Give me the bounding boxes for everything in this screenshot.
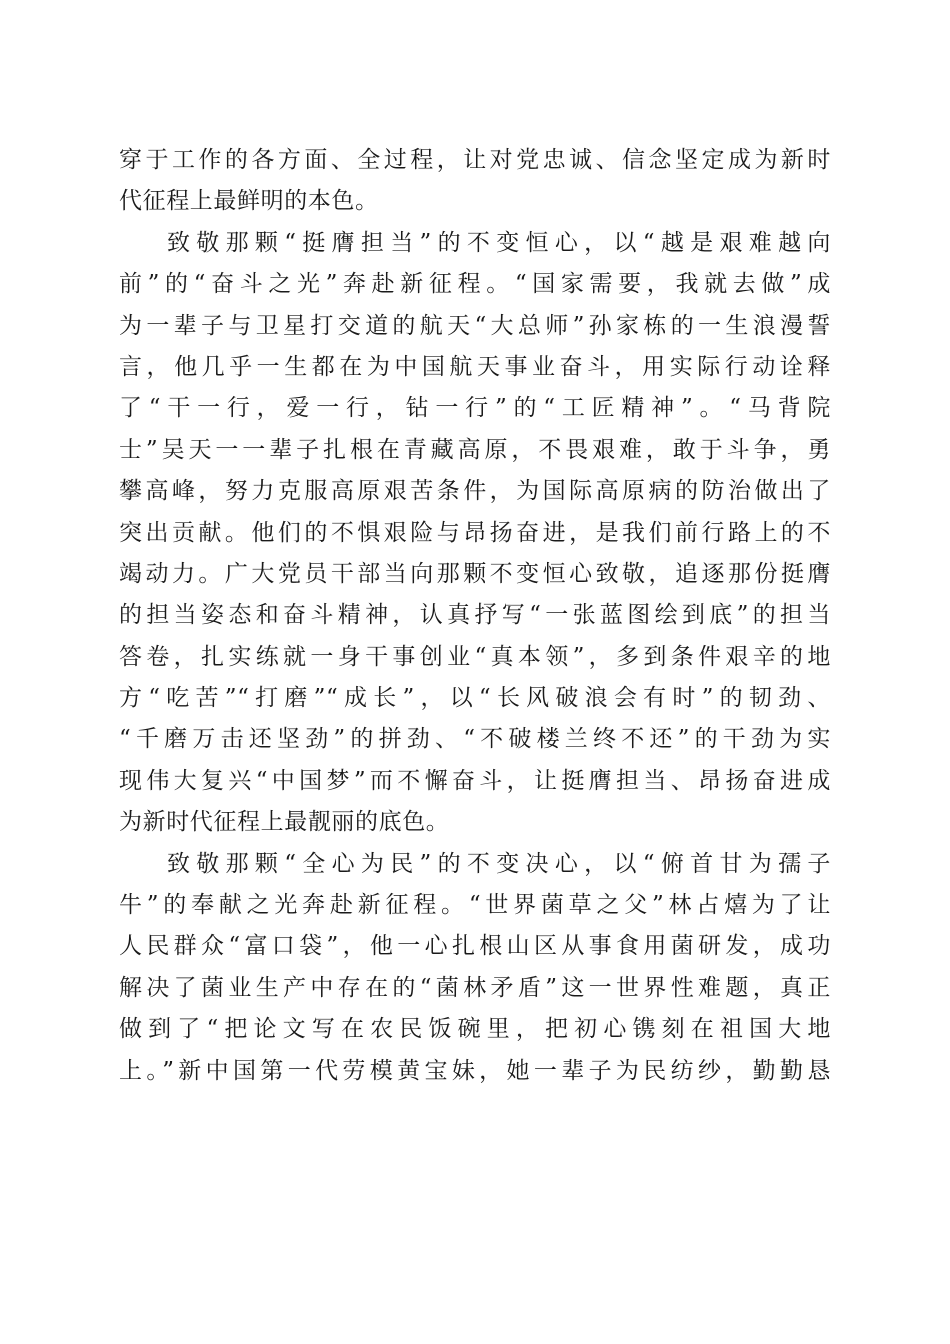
text-line: 为新时代征程上最靓丽的底色。	[119, 809, 450, 836]
text-line: 人民群众“富口袋”，他一心扎根山区从事食用菌研发，成功	[119, 933, 831, 960]
text-line: 牛”的奉献之光奔赴新征程。“世界菌草之父”林占熺为了让	[119, 892, 831, 919]
text-line: 了“干一行，爱一行，钻一行”的“工匠精神”。“马背院	[119, 395, 831, 422]
text-line: 突出贡献。他们的不惧艰险与昂扬奋进，是我们前行路上的不	[119, 519, 831, 546]
text-line: “千磨万击还坚劲”的拼劲、“不破楼兰终不还”的干劲为实	[119, 726, 831, 753]
text-line: 做到了“把论文写在农民饭碗里，把初心镌刻在祖国大地	[119, 1016, 831, 1043]
text-line: 代征程上最鲜明的本色。	[119, 188, 379, 215]
text-line: 的担当姿态和奋斗精神，认真抒写“一张蓝图绘到底”的担当	[119, 602, 831, 629]
text-line: 解决了菌业生产中存在的“菌林矛盾”这一世界性难题，真正	[119, 974, 831, 1001]
text-line: 言，他几乎一生都在为中国航天事业奋斗，用实际行动诠释	[119, 353, 831, 380]
text-line: 致敬那颗“挺膺担当”的不变恒心，以“越是艰难越向	[167, 229, 831, 256]
text-line: 现伟大复兴“中国梦”而不懈奋斗，让挺膺担当、昂扬奋进成	[119, 767, 831, 794]
text-line: 方“吃苦”“打磨”“成长”，以“长风破浪会有时”的韧劲、	[119, 685, 831, 712]
text-line: 士”吴天一一辈子扎根在青藏高原，不畏艰难，敢于斗争，勇	[119, 436, 831, 463]
text-line: 穿于工作的各方面、全过程，让对党忠诚、信念坚定成为新时	[119, 147, 831, 173]
text-line: 竭动力。广大党员干部当向那颗不变恒心致敬，追逐那份挺膺	[119, 560, 831, 587]
text-line: 致敬那颗“全心为民”的不变决心，以“俯首甘为孺子	[167, 850, 831, 877]
text-line: 攀高峰，努力克服高原艰苦条件，为国际高原病的防治做出了	[119, 478, 831, 505]
text-line: 上。”新中国第一代劳模黄宝妹，她一辈子为民纺纱，勤勤恳	[119, 1057, 831, 1084]
document-body	[119, 140, 831, 1092]
text-line: 为一辈子与卫星打交道的航天“大总师”孙家栋的一生浪漫誓	[119, 312, 831, 339]
text-line: 前”的“奋斗之光”奔赴新征程。“国家需要，我就去做”成	[119, 271, 831, 298]
text-line: 答卷，扎实练就一身干事创业“真本领”，多到条件艰辛的地	[119, 643, 831, 670]
